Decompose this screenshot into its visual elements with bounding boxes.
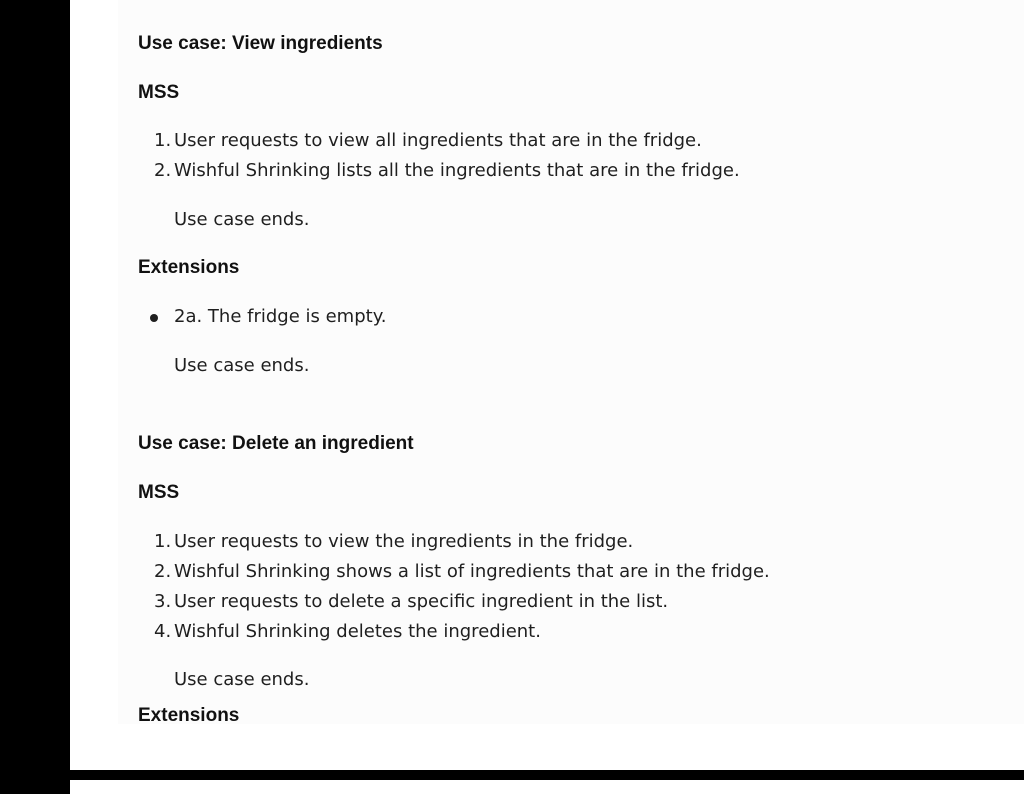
document-page	[118, 0, 1024, 724]
list-number: 4.	[154, 621, 172, 642]
bottom-strip	[70, 780, 1024, 794]
list-number: 2.	[154, 160, 172, 181]
list-number: 2.	[154, 561, 172, 582]
use-case-ends: Use case ends.	[174, 209, 310, 230]
bullet-icon	[150, 314, 158, 322]
list-item: User requests to delete a specific ingredient in the list.	[174, 591, 669, 612]
list-number: 3.	[154, 591, 172, 612]
list-item: User requests to view all ingredients that are in the fridge.	[174, 130, 702, 151]
list-number: 1.	[154, 531, 172, 552]
list-item: User requests to view the ingredients in the fridge.	[174, 531, 634, 552]
document-frame	[70, 0, 1024, 770]
use-case-title: Use case: Delete an ingredient	[138, 433, 414, 454]
use-case-title: Use case: View ingredients	[138, 33, 383, 54]
extension-item: 2a. The fridge is empty.	[174, 306, 387, 327]
list-number: 1.	[154, 130, 172, 151]
list-item: Wishful Shrinking shows a list of ingredients that are in the fridge.	[174, 561, 770, 582]
extensions-heading: Extensions	[138, 257, 240, 278]
extensions-heading-cut-off: Extensions	[138, 705, 240, 726]
use-case-ends: Use case ends.	[174, 355, 310, 376]
use-case-ends: Use case ends.	[174, 669, 310, 690]
mss-heading: MSS	[138, 82, 180, 103]
list-item: Wishful Shrinking lists all the ingredients that are in the fridge.	[174, 160, 740, 181]
list-item: Wishful Shrinking deletes the ingredient.	[174, 621, 541, 642]
mss-heading: MSS	[138, 482, 180, 503]
bottom-divider	[70, 770, 1024, 780]
